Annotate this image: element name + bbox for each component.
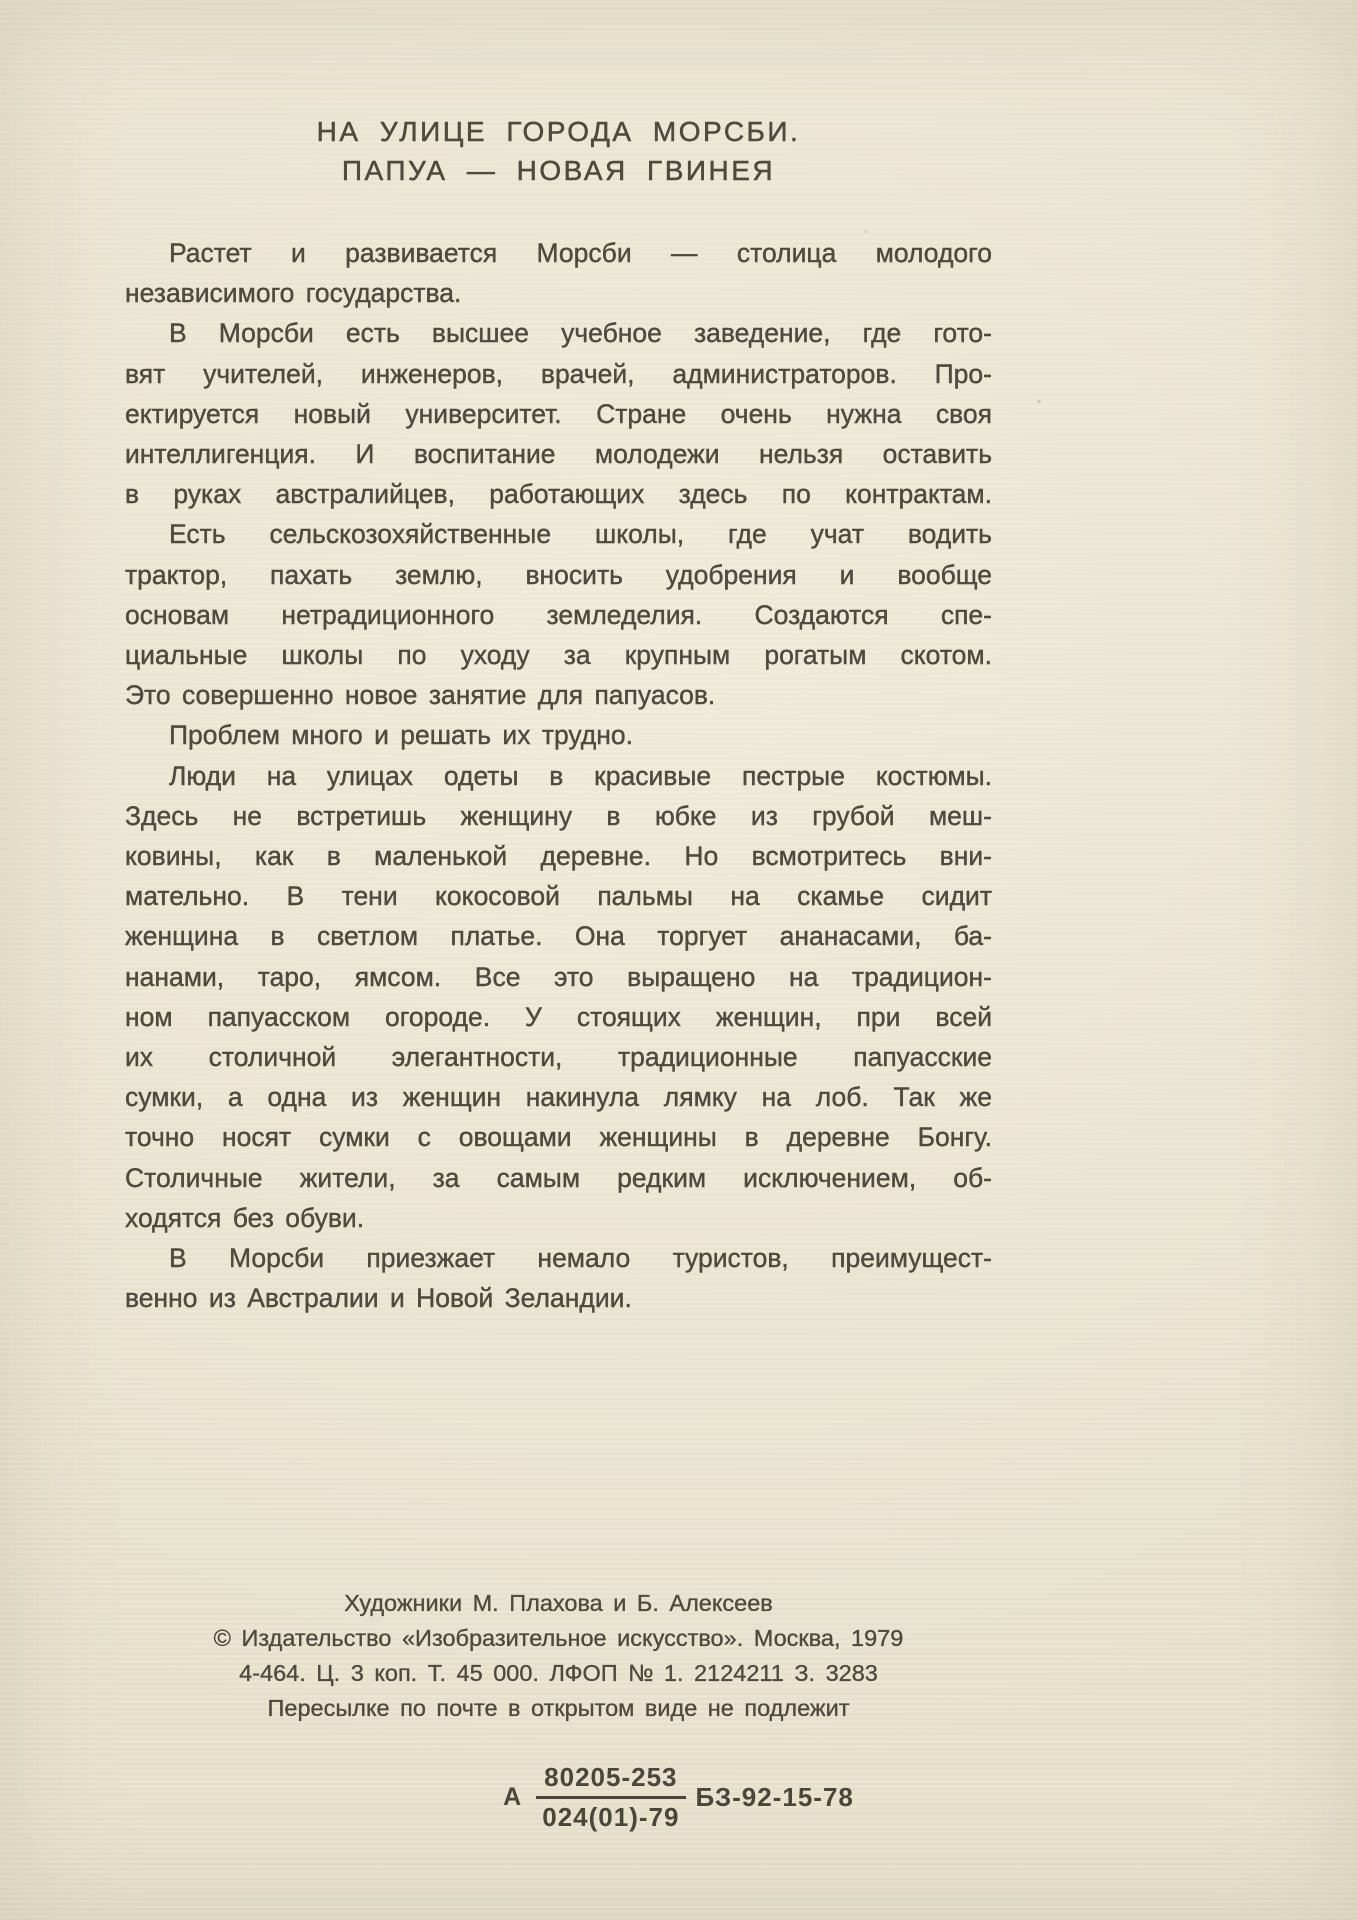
body-line: точно носят сумки с овощами женщины в деревне Бонгу. [125,1122,992,1153]
body-line: трактор, пахать землю, вносить удобрения и вообще [125,559,992,590]
body-line: ектируется новый университет. Стране очень нужна своя [125,398,992,429]
body-line: Есть сельскозохяйственные школы, где учат водить [169,519,992,550]
body-line: циальные школы по уходу за крупным рогатым скотом. [125,640,992,671]
body-line: женщина в светлом платье. Она торгует ананасами, ба- [125,921,992,952]
body-line: в руках австралийцев, работающих здесь по контрактам. [125,479,992,510]
catalog-code-denominator: 024(01)-79 [542,1802,680,1832]
catalog-code-numerator: 80205-253 [536,1762,685,1799]
imprint-postal-note: Пересылке по почте в открытом виде не подлежит [267,1695,850,1721]
card-title-line-2: ПАПУА — НОВАЯ ГВИНЕЯ [341,155,776,186]
paper-speck [1037,400,1041,403]
catalog-series-letter: А [503,1783,523,1811]
body-line: Проблем много и решать их трудно. [169,720,633,751]
body-line: В Морсби приезжает немало туристов, преимущест- [169,1243,992,1274]
catalog-code-suffix: БЗ-92-15-78 [695,1782,854,1812]
body-line: основам нетрадиционного земледелия. Создаются спе- [125,599,992,630]
body-line: В Морсби есть высшее учебное заведение, где гото- [169,318,992,349]
imprint-block [125,1586,992,1726]
body-text [125,233,992,1318]
body-line: независимого государства. [125,278,462,309]
imprint-artists: Художники М. Плахова и Б. Алексеев [344,1590,773,1616]
card-title [125,112,992,190]
body-line: мательно. В тени кокосовой пальмы на скамье сидит [125,881,992,912]
body-line: Здесь не встретишь женщину в юбке из грубой меш- [125,800,992,831]
body-line: Это совершенно новое занятие для папуасов. [125,680,716,711]
body-line: ходятся без обуви. [125,1202,365,1233]
body-line: Столичные жители, за самым редким исключением, об- [125,1162,992,1193]
paper-speck [864,230,867,233]
body-line: ном папуасском огороде. У стоящих женщин, при всей [125,1001,992,1032]
imprint-publisher: © Издательство «Изобразительное искусство». Москва, 1979 [213,1625,904,1651]
body-line: нанами, таро, ямсом. Все это выращено на традицион- [125,961,992,992]
body-line: Люди на улицах одеты в красивые пестрые костюмы. [169,760,992,791]
body-line: ковины, как в маленькой деревне. Но всмотритесь вни- [125,841,992,872]
catalog-code-block [0,1762,1357,1833]
body-line: Растет и развивается Морсби — столица молодого [169,238,992,268]
body-line: интеллигенция. И воспитание молодежи нельзя оставить [125,439,992,470]
imprint-print-info: 4-464. Ц. 3 коп. Т. 45 000. ЛФОП № 1. 2124211 З. 3283 [239,1660,878,1686]
body-line: венно из Австралии и Новой Зеландии. [125,1283,632,1314]
body-line: вят учителей, инженеров, врачей, администраторов. Про- [125,358,992,389]
catalog-code-fraction [536,1762,685,1833]
body-line: их столичной элегантности, традиционные папуасские [125,1042,992,1073]
card-title-line-1: НА УЛИЦЕ ГОРОДА МОРСБИ. [316,116,801,147]
body-line: сумки, а одна из женщин накинула лямку на лоб. Так же [125,1082,992,1113]
